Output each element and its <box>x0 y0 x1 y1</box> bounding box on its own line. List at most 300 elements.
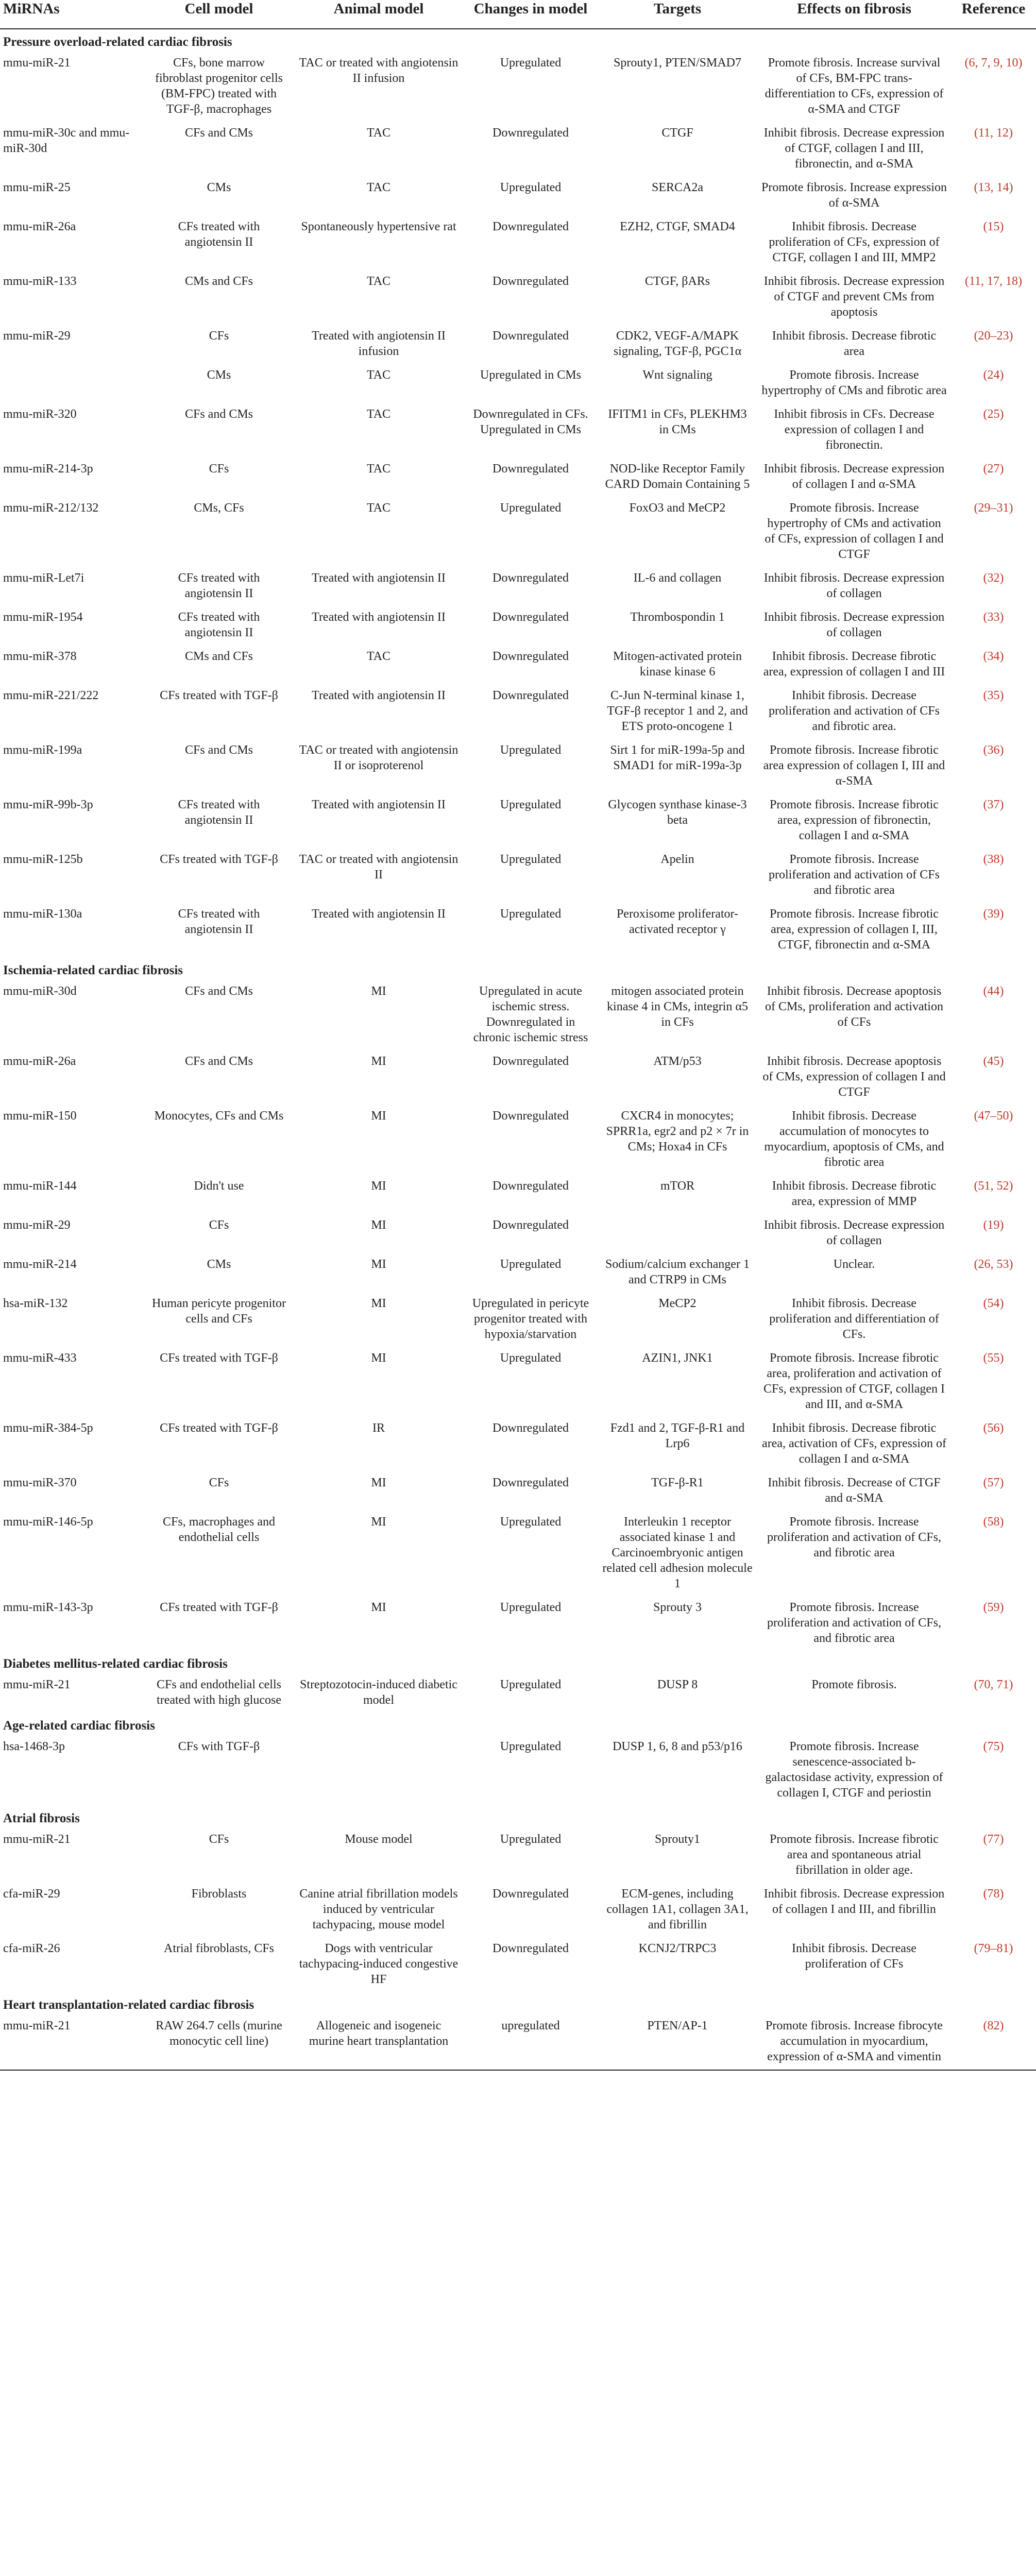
reference-link-wrap <box>951 1417 1036 1472</box>
effects-cell-wrap <box>757 1597 951 1651</box>
targets-cell-wrap <box>598 849 757 903</box>
table-row <box>0 1293 1036 1347</box>
cell-model-cell-wrap <box>144 364 294 403</box>
reference-link[interactable]: (56) <box>983 1421 1004 1435</box>
table-row <box>0 1214 1036 1253</box>
change-cell-wrap <box>464 794 598 849</box>
change-cell-wrap <box>464 1674 598 1713</box>
mirna-cell-wrap <box>0 1472 144 1511</box>
animal-model-cell: TAC or treated with angiotensin II <box>299 853 458 882</box>
cell-model-cell: CFs <box>209 329 229 343</box>
animal-model-cell-wrap <box>294 52 464 122</box>
animal-model-cell-wrap <box>294 794 464 849</box>
targets-cell: Mitogen-activated protein kinase kinase 6 <box>613 650 742 679</box>
mirna-cell-wrap <box>0 403 144 458</box>
cell-model-cell-wrap <box>144 1417 294 1472</box>
animal-model-cell-wrap <box>294 1105 464 1175</box>
targets-cell-wrap <box>598 646 757 685</box>
effects-cell-wrap <box>757 1253 951 1293</box>
cell-model-cell: Monocytes, CFs and CMs <box>154 1109 284 1123</box>
animal-model-cell: Treated with angiotensin II <box>312 571 446 585</box>
mirna-cell: mmu-miR-26a <box>3 220 76 233</box>
change-cell: Upregulated <box>500 1833 562 1846</box>
animal-model-cell: MI <box>371 1218 386 1232</box>
cell-model-cell: CFs treated with TGF-β <box>160 853 278 866</box>
cell-model-cell-wrap <box>144 646 294 685</box>
targets-cell-wrap <box>598 270 757 325</box>
reference-link[interactable]: (36) <box>983 743 1004 757</box>
cell-model-cell: CMs and CFs <box>184 650 253 663</box>
reference-link[interactable]: (37) <box>983 798 1004 811</box>
change-cell: upregulated <box>501 2019 560 2032</box>
table-row <box>0 52 1036 122</box>
targets-cell-wrap <box>598 903 757 958</box>
animal-model-cell: Allogeneic and isogeneic murine heart transplantation <box>309 2019 449 2048</box>
change-cell: Downregulated <box>492 1218 569 1232</box>
reference-link-wrap <box>951 849 1036 903</box>
change-cell: Downregulated <box>492 126 569 140</box>
change-cell: Upregulated <box>500 798 562 811</box>
mirna-cell: mmu-miR-212/132 <box>3 501 99 515</box>
change-cell-wrap <box>464 458 598 497</box>
reference-link-wrap <box>951 270 1036 325</box>
reference-link[interactable]: (44) <box>983 985 1004 998</box>
cell-model-cell: CFs and CMs <box>184 1055 253 1068</box>
animal-model-cell-wrap <box>294 849 464 903</box>
effects-cell: Promote fibrosis. Increase survival of CFs, BM-FPC trans-differentiation to CFs, expression of α-SMA and CTGF <box>765 56 944 116</box>
animal-model-cell: TAC <box>366 275 391 288</box>
effects-cell: Inhibit fibrosis. Decrease proliferation of CFs <box>792 1942 916 1971</box>
targets-cell: Glycogen synthase kinase-3 beta <box>608 798 747 827</box>
reference-link-wrap <box>951 1828 1036 1883</box>
reference-link[interactable]: (51, 52) <box>974 1179 1013 1193</box>
reference-link[interactable]: (59) <box>983 1601 1004 1614</box>
effects-cell-wrap <box>757 1828 951 1883</box>
cell-model-cell: CMs <box>207 181 231 194</box>
effects-cell: Promote fibrosis. Increase proliferation and activation of CFs and fibrotic area <box>769 853 940 897</box>
animal-model-cell-wrap <box>294 980 464 1050</box>
animal-model-cell: MI <box>371 1109 386 1123</box>
targets-cell: ECM-genes, including collagen 1A1, collagen 3A1, and fibrillin <box>606 1887 749 1931</box>
targets-cell: FoxO3 and MeCP2 <box>629 501 726 515</box>
mirna-cell-wrap <box>0 497 144 567</box>
targets-cell-wrap <box>598 685 757 739</box>
header-effects-on-fibrosis: Effects on fibrosis <box>797 1 911 17</box>
effects-cell: Unclear. <box>833 1258 875 1271</box>
reference-link[interactable]: (54) <box>983 1297 1004 1310</box>
mirna-cell: mmu-miR-1954 <box>3 611 83 624</box>
targets-cell-wrap <box>598 1175 757 1214</box>
section-title: Ischemia-related cardiac fibrosis <box>3 963 183 977</box>
effects-cell: Inhibit fibrosis. Decrease expression of CTGF, collagen I and III, fibronectin, and α-SMA <box>763 126 945 171</box>
table-row <box>0 646 1036 685</box>
targets-cell-wrap <box>598 1511 757 1597</box>
section-row <box>0 1806 1036 1828</box>
reference-link-wrap <box>951 685 1036 739</box>
cell-model-cell: CFs treated with TGF-β <box>160 1351 278 1365</box>
cell-model-cell-wrap <box>144 497 294 567</box>
change-cell-wrap <box>464 1883 598 1938</box>
targets-cell: Sprouty1 <box>654 1833 700 1846</box>
change-cell-wrap <box>464 2015 598 2070</box>
effects-cell-wrap <box>757 849 951 903</box>
effects-cell: Inhibit fibrosis. Decrease apoptosis of CMs, expression of collagen I and CTGF <box>762 1055 946 1099</box>
animal-model-cell-wrap <box>294 325 464 364</box>
mirna-cell-wrap <box>0 1736 144 1806</box>
effects-cell: Promote fibrosis. Increase proliferation and activation of CFs, and fibrotic area <box>767 1515 941 1560</box>
effects-cell: Promote fibrosis. Increase senescence-associated b-galactosidase activity, expression of collagen I, CTGF and periostin <box>765 1740 943 1800</box>
reference-link[interactable]: (75) <box>983 1740 1004 1753</box>
reference-link[interactable]: (35) <box>983 689 1004 702</box>
targets-cell-wrap <box>598 794 757 849</box>
mirna-cell: cfa-miR-26 <box>3 1942 60 1955</box>
targets-cell: CTGF <box>661 126 693 140</box>
mirna-cell-wrap <box>0 1828 144 1883</box>
mirna-cell-wrap <box>0 849 144 903</box>
cell-model-cell-wrap <box>144 2015 294 2070</box>
table-row <box>0 1175 1036 1214</box>
change-cell: Downregulated <box>492 220 569 233</box>
effects-cell: Inhibit fibrosis. Decrease expression of collagen I and α-SMA <box>763 462 945 491</box>
header-targets: Targets <box>653 1 702 17</box>
reference-link[interactable]: (45) <box>983 1055 1004 1068</box>
targets-cell: Fzd1 and 2, TGF-β-R1 and Lrp6 <box>610 1421 745 1450</box>
reference-link[interactable]: (47–50) <box>974 1109 1013 1123</box>
targets-cell-wrap <box>598 1938 757 1992</box>
animal-model-cell: MI <box>371 985 386 998</box>
mirna-cell-wrap <box>0 1347 144 1417</box>
change-cell-wrap <box>464 1472 598 1511</box>
change-cell-wrap <box>464 52 598 122</box>
table-row <box>0 685 1036 739</box>
change-cell-wrap <box>464 1828 598 1883</box>
mirna-cell: mmu-miR-Let7i <box>3 571 84 585</box>
animal-model-cell: TAC <box>366 408 391 421</box>
effects-cell: Promote fibrosis. Increase fibrotic area expression of collagen I, III and α-SMA <box>763 743 945 788</box>
animal-model-cell: Streptozotocin-induced diabetic model <box>300 1678 457 1707</box>
effects-cell: Inhibit fibrosis. Decrease expression of collagen <box>763 1218 945 1247</box>
section-title: Pressure overload-related cardiac fibrosis <box>3 35 232 49</box>
cell-model-cell-wrap <box>144 1883 294 1938</box>
animal-model-cell-wrap <box>294 403 464 458</box>
reference-link[interactable]: (15) <box>983 220 1004 233</box>
change-cell-wrap <box>464 325 598 364</box>
animal-model-cell: IR <box>372 1421 385 1435</box>
change-cell-wrap <box>464 1597 598 1651</box>
animal-model-cell: MI <box>371 1179 386 1193</box>
effects-cell: Inhibit fibrosis. Decrease proliferation and activation of CFs and fibrotic area. <box>769 689 940 733</box>
reference-link-wrap <box>951 606 1036 646</box>
animal-model-cell: Dogs with ventricular tachypacing-induced congestive HF <box>299 1942 458 1986</box>
effects-cell: Promote fibrosis. Increase fibrocyte accumulation in myocardium, expression of α-SMA and vimentin <box>766 2019 943 2063</box>
cell-model-cell-wrap <box>144 1828 294 1883</box>
effects-cell-wrap <box>757 1736 951 1806</box>
mirna-cell-wrap <box>0 1597 144 1651</box>
table-row <box>0 1883 1036 1938</box>
animal-model-cell: Treated with angiotensin II <box>312 907 446 921</box>
targets-cell-wrap <box>598 2015 757 2070</box>
cell-model-cell: CFs treated with angiotensin II <box>178 907 260 936</box>
reference-link-wrap <box>951 177 1036 216</box>
reference-link-wrap <box>951 1736 1036 1806</box>
reference-link[interactable]: (29–31) <box>974 501 1013 515</box>
change-cell: Upregulated <box>500 181 562 194</box>
mirna-cell: mmu-miR-378 <box>3 650 77 663</box>
reference-link[interactable]: (32) <box>983 571 1004 585</box>
targets-cell-wrap <box>598 1736 757 1806</box>
cell-model-cell: RAW 264.7 cells (murine monocytic cell line) <box>156 2019 282 2048</box>
change-cell: Downregulated <box>492 571 569 585</box>
cell-model-cell-wrap <box>144 1597 294 1651</box>
change-cell: Upregulated <box>500 1515 562 1529</box>
reference-link[interactable]: (26, 53) <box>974 1258 1013 1271</box>
reference-link[interactable]: (25) <box>983 408 1004 421</box>
reference-link-wrap <box>951 1347 1036 1417</box>
targets-cell: AZIN1, JNK1 <box>642 1351 713 1365</box>
cell-model-cell-wrap <box>144 1347 294 1417</box>
targets-cell: Peroxisome proliferator-activated receptor γ <box>616 907 739 936</box>
cell-model-cell: CFs and CMs <box>184 408 253 421</box>
reference-link[interactable]: (6, 7, 9, 10) <box>964 56 1023 70</box>
reference-link[interactable]: (55) <box>983 1351 1004 1365</box>
reference-link[interactable]: (39) <box>983 907 1004 921</box>
effects-cell: Inhibit fibrosis. Decrease accumulation of monocytes to myocardium, apoptosis of CMs, and fibrotic area <box>764 1109 944 1169</box>
animal-model-cell: TAC <box>366 126 391 140</box>
cell-model-cell: CFs, bone marrow fibroblast progenitor cells (BM-FPC) treated with TGF-β, macrophages <box>155 56 283 116</box>
cell-model-cell-wrap <box>144 1293 294 1347</box>
reference-link[interactable]: (58) <box>983 1515 1004 1529</box>
effects-cell: Inhibit fibrosis. Decrease proliferation and differentiation of CFs. <box>769 1297 939 1341</box>
table-row <box>0 1511 1036 1597</box>
cell-model-cell-wrap <box>144 794 294 849</box>
reference-link-wrap <box>951 1050 1036 1105</box>
reference-link-wrap <box>951 1938 1036 1992</box>
header-reference: Reference <box>961 1 1026 17</box>
effects-cell: Inhibit fibrosis. Decrease apoptosis of CMs, proliferation and activation of CFs <box>765 985 943 1029</box>
targets-cell: CTGF, βARs <box>644 275 710 288</box>
effects-cell: Inhibit fibrosis. Decrease expression of collagen <box>763 611 945 639</box>
mirna-cell: mmu-miR-21 <box>3 2019 71 2032</box>
targets-cell-wrap <box>598 364 757 403</box>
animal-model-cell-wrap <box>294 1883 464 1938</box>
animal-model-cell-wrap <box>294 1472 464 1511</box>
cell-model-cell: CFs treated with angiotensin II <box>178 798 260 827</box>
mirna-cell-wrap <box>0 606 144 646</box>
change-cell-wrap <box>464 980 598 1050</box>
animal-model-cell: Spontaneously hypertensive rat <box>301 220 456 233</box>
targets-cell: DUSP 8 <box>657 1678 698 1691</box>
reference-link[interactable]: (34) <box>983 650 1004 663</box>
reference-link[interactable]: (33) <box>983 611 1004 624</box>
reference-link[interactable]: (27) <box>983 462 1004 476</box>
targets-cell-wrap <box>598 1050 757 1105</box>
reference-link[interactable]: (79–81) <box>974 1942 1013 1955</box>
reference-link-wrap <box>951 980 1036 1050</box>
cell-model-cell: CMs <box>207 1258 231 1271</box>
header-mirnas: MiRNAs <box>3 1 60 17</box>
mirna-cell: mmu-miR-370 <box>3 1476 77 1489</box>
effects-cell: Inhibit fibrosis. Decrease fibrotic area <box>772 329 937 358</box>
mirna-cell-wrap <box>0 1511 144 1597</box>
mirna-cell-wrap <box>0 1105 144 1175</box>
mirna-cell: mmu-miR-125b <box>3 853 83 866</box>
reference-link[interactable]: (19) <box>983 1218 1004 1232</box>
effects-cell-wrap <box>757 270 951 325</box>
effects-cell: Inhibit fibrosis. Decrease of CTGF and α-SMA <box>768 1476 941 1505</box>
reference-link[interactable]: (11, 17, 18) <box>964 275 1023 288</box>
cell-model-cell: CFs treated with TGF-β <box>160 1601 278 1614</box>
reference-link-wrap <box>951 2015 1036 2070</box>
reference-link-wrap <box>951 52 1036 122</box>
animal-model-cell-wrap <box>294 497 464 567</box>
effects-cell: Promote fibrosis. <box>811 1678 897 1691</box>
mirna-cell: mmu-miR-26a <box>3 1055 76 1068</box>
mirna-cell: mmu-miR-30c and mmu-miR-30d <box>3 126 130 155</box>
targets-cell-wrap <box>598 1105 757 1175</box>
mirna-cell-wrap <box>0 1214 144 1253</box>
reference-link[interactable]: (57) <box>983 1476 1004 1489</box>
reference-link[interactable]: (20–23) <box>974 329 1013 343</box>
targets-cell: mTOR <box>660 1179 695 1193</box>
targets-cell-wrap <box>598 567 757 606</box>
table-row <box>0 2015 1036 2070</box>
mirna-cell-wrap <box>0 1050 144 1105</box>
effects-cell-wrap <box>757 606 951 646</box>
targets-cell-wrap <box>598 1883 757 1938</box>
change-cell-wrap <box>464 606 598 646</box>
reference-link[interactable]: (11, 12) <box>974 126 1013 140</box>
animal-model-cell-wrap <box>294 1828 464 1883</box>
mirna-cell-wrap <box>0 122 144 177</box>
reference-link[interactable]: (77) <box>983 1833 1004 1846</box>
effects-cell: Promote fibrosis. Increase expression of α-SMA <box>761 181 947 210</box>
change-cell: Downregulated in CFs. Upregulated in CMs <box>473 408 588 436</box>
animal-model-cell-wrap <box>294 1253 464 1293</box>
reference-link[interactable]: (24) <box>983 368 1004 382</box>
mirna-cell: mmu-miR-150 <box>3 1109 77 1123</box>
reference-link-wrap <box>951 325 1036 364</box>
mirna-cell-wrap <box>0 739 144 794</box>
change-cell-wrap <box>464 1293 598 1347</box>
change-cell: Upregulated <box>500 1740 562 1753</box>
change-cell: Downregulated <box>492 1055 569 1068</box>
table-row <box>0 794 1036 849</box>
cell-model-cell: CFs treated with angiotensin II <box>178 220 260 249</box>
change-cell: Upregulated <box>500 907 562 921</box>
animal-model-cell-wrap <box>294 1736 464 1806</box>
targets-cell: EZH2, CTGF, SMAD4 <box>620 220 735 233</box>
mirna-cell-wrap <box>0 216 144 270</box>
mirna-cell-wrap <box>0 52 144 122</box>
effects-cell: Inhibit fibrosis in CFs. Decrease expression of collagen I and fibronectin. <box>774 408 935 452</box>
effects-cell: Promote fibrosis. Increase hypertrophy of CMs and activation of CFs, expression of collagen I and CTGF <box>765 501 944 561</box>
targets-cell: Interleukin 1 receptor associated kinase 1 and Carcinoembryonic antigen related cell adhesion molecule 1 <box>602 1515 753 1590</box>
animal-model-cell: Treated with angiotensin II <box>312 689 446 702</box>
change-cell-wrap <box>464 364 598 403</box>
table-row <box>0 606 1036 646</box>
effects-cell-wrap <box>757 567 951 606</box>
reference-link[interactable]: (78) <box>983 1887 1004 1901</box>
table-row <box>0 325 1036 364</box>
effects-cell: Promote fibrosis. Increase fibrotic area, expression of collagen I, III, CTGF, fibronectin and α-SMA <box>770 907 939 952</box>
targets-cell: Apelin <box>660 853 694 866</box>
effects-cell-wrap <box>757 1050 951 1105</box>
effects-cell-wrap <box>757 52 951 122</box>
targets-cell-wrap <box>598 216 757 270</box>
effects-cell: Inhibit fibrosis. Decrease expression of collagen <box>763 571 945 600</box>
section-title: Heart transplantation-related cardiac fibrosis <box>3 1998 254 2012</box>
change-cell-wrap <box>464 1050 598 1105</box>
table-row <box>0 458 1036 497</box>
change-cell: Upregulated <box>500 56 562 70</box>
mirna-cell: mmu-miR-30d <box>3 985 77 998</box>
reference-link[interactable]: (38) <box>983 853 1004 866</box>
mirna-cell: mmu-miR-133 <box>3 275 77 288</box>
table-body <box>0 29 1036 2070</box>
cell-model-cell: CFs and CMs <box>184 743 253 757</box>
table-row <box>0 270 1036 325</box>
cell-model-cell-wrap <box>144 458 294 497</box>
change-cell: Upregulated <box>500 1258 562 1271</box>
change-cell-wrap <box>464 567 598 606</box>
change-cell-wrap <box>464 1214 598 1253</box>
change-cell: Downregulated <box>492 462 569 476</box>
mirna-cell-wrap <box>0 1883 144 1938</box>
reference-link-wrap <box>951 122 1036 177</box>
effects-cell-wrap <box>757 2015 951 2070</box>
animal-model-cell-wrap <box>294 739 464 794</box>
change-cell-wrap <box>464 1938 598 1992</box>
mirna-cell: mmu-miR-99b-3p <box>3 798 93 811</box>
cell-model-cell-wrap <box>144 1105 294 1175</box>
reference-link-wrap <box>951 903 1036 958</box>
targets-cell-wrap <box>598 1347 757 1417</box>
header-animal-model: Animal model <box>333 1 424 17</box>
cell-model-cell: CFs <box>209 462 229 476</box>
effects-cell-wrap <box>757 325 951 364</box>
reference-link[interactable]: (70, 71) <box>974 1678 1013 1691</box>
animal-model-cell-wrap <box>294 122 464 177</box>
section-title: Diabetes mellitus-related cardiac fibrosis <box>3 1657 228 1671</box>
mirna-cell-wrap <box>0 325 144 364</box>
table-row <box>0 1347 1036 1417</box>
reference-link-wrap <box>951 646 1036 685</box>
cell-model-cell-wrap <box>144 216 294 270</box>
mirna-cell: mmu-miR-221/222 <box>3 689 99 702</box>
cell-model-cell: CFs treated with angiotensin II <box>178 611 260 639</box>
mirna-cell: mmu-miR-130a <box>3 907 82 921</box>
cell-model-cell: CMs and CFs <box>184 275 253 288</box>
cell-model-cell: CFs and CMs <box>184 985 253 998</box>
reference-link[interactable]: (13, 14) <box>974 181 1013 194</box>
animal-model-cell: MI <box>371 1297 386 1310</box>
change-cell: Upregulated in pericyte progenitor treated with hypoxia/starvation <box>472 1297 589 1341</box>
targets-cell: Sirt 1 for miR-199a-5p and SMAD1 for miR-199a-3p <box>610 743 745 772</box>
section-row <box>0 1992 1036 2015</box>
targets-cell-wrap <box>598 122 757 177</box>
reference-link-wrap <box>951 216 1036 270</box>
effects-cell-wrap <box>757 1417 951 1472</box>
change-cell-wrap <box>464 122 598 177</box>
change-cell: Downregulated <box>492 1887 569 1901</box>
reference-link-wrap <box>951 403 1036 458</box>
cell-model-cell: CFs and CMs <box>184 126 253 140</box>
table-row <box>0 1674 1036 1713</box>
reference-link[interactable]: (82) <box>983 2019 1004 2032</box>
mirna-cell-wrap <box>0 685 144 739</box>
mirna-cell: mmu-miR-144 <box>3 1179 77 1193</box>
reference-link-wrap <box>951 1597 1036 1651</box>
